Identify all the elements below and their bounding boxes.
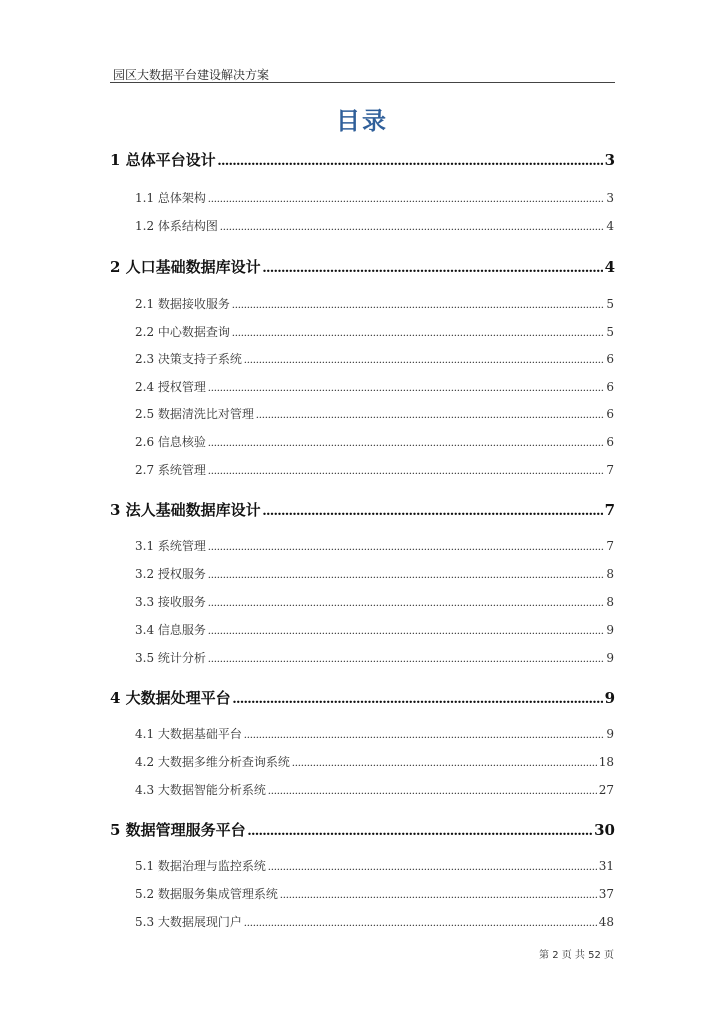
toc-section-entry[interactable] bbox=[135, 295, 614, 312]
toc-entry-page-number: 7 bbox=[606, 463, 614, 477]
toc-entry-page-number: 8 bbox=[606, 567, 614, 581]
toc-dot-leader bbox=[208, 191, 604, 206]
toc-entry-label: 5.1 数据治理与监控系统 bbox=[135, 859, 266, 873]
toc-entry-label: 4 大数据处理平台 bbox=[110, 689, 231, 707]
toc-dot-leader bbox=[232, 325, 604, 340]
toc-entry-label: 5.3 大数据展现门户 bbox=[135, 915, 242, 929]
toc-dot-leader bbox=[280, 887, 597, 902]
toc-section-entry[interactable] bbox=[135, 725, 614, 742]
toc-entry-page-number: 18 bbox=[598, 755, 614, 769]
toc-entry-page-number: 6 bbox=[606, 352, 614, 366]
toc-section-entry[interactable] bbox=[135, 350, 614, 367]
toc-section-entry[interactable] bbox=[135, 405, 614, 422]
toc-section-entry[interactable] bbox=[135, 913, 614, 930]
toc-entry-label: 5.2 数据服务集成管理系统 bbox=[135, 887, 278, 901]
toc-section-entry[interactable] bbox=[135, 461, 614, 478]
toc-entry-label: 3.3 接收服务 bbox=[135, 595, 206, 609]
toc-dot-leader bbox=[233, 691, 603, 708]
toc-dot-leader bbox=[268, 783, 597, 798]
toc-entry-page-number: 9 bbox=[606, 623, 614, 637]
document-header-title: 园区大数据平台建设解决方案 bbox=[113, 68, 270, 82]
toc-dot-leader bbox=[208, 567, 604, 582]
toc-entry-page-number: 5 bbox=[606, 297, 614, 311]
toc-dot-leader bbox=[218, 153, 603, 170]
toc-entry-page-number: 7 bbox=[604, 501, 615, 519]
toc-dot-leader bbox=[244, 352, 604, 367]
toc-entry-page-number: 5 bbox=[606, 325, 614, 339]
toc-entry-label: 3.5 统计分析 bbox=[135, 651, 206, 665]
toc-dot-leader bbox=[248, 823, 592, 840]
toc-dot-leader bbox=[208, 539, 604, 554]
toc-entry-page-number: 48 bbox=[598, 915, 614, 929]
toc-entry-label: 1.1 总体架构 bbox=[135, 191, 206, 205]
toc-dot-leader bbox=[263, 260, 603, 277]
toc-dot-leader bbox=[292, 755, 597, 770]
toc-section-entry[interactable] bbox=[135, 621, 614, 638]
toc-entry-page-number: 4 bbox=[604, 258, 615, 276]
toc-dot-leader bbox=[208, 623, 604, 638]
toc-section-entry[interactable] bbox=[135, 885, 614, 902]
toc-section-entry[interactable] bbox=[135, 649, 614, 666]
toc-chapter-entry[interactable] bbox=[110, 256, 615, 277]
toc-entry-page-number: 3 bbox=[604, 151, 615, 169]
toc-chapter-entry[interactable] bbox=[110, 149, 615, 170]
toc-entry-label: 3 法人基础数据库设计 bbox=[110, 501, 261, 519]
toc-entry-page-number: 7 bbox=[606, 539, 614, 553]
toc-chapter-entry[interactable] bbox=[110, 819, 615, 840]
toc-entry-label: 4.1 大数据基础平台 bbox=[135, 727, 242, 741]
toc-dot-leader bbox=[244, 727, 604, 742]
toc-section-entry[interactable] bbox=[135, 378, 614, 395]
toc-dot-leader bbox=[244, 915, 597, 930]
toc-entry-label: 1.2 体系结构图 bbox=[135, 219, 218, 233]
toc-entry-page-number: 6 bbox=[606, 407, 614, 421]
toc-entry-label: 2.2 中心数据查询 bbox=[135, 325, 230, 339]
toc-entry-page-number: 9 bbox=[606, 727, 614, 741]
toc-chapter-entry[interactable] bbox=[110, 687, 615, 708]
toc-section-entry[interactable] bbox=[135, 189, 614, 206]
toc-dot-leader bbox=[263, 503, 603, 520]
toc-section-entry[interactable] bbox=[135, 217, 614, 234]
toc-section-entry[interactable] bbox=[135, 433, 614, 450]
toc-entry-label: 4.3 大数据智能分析系统 bbox=[135, 783, 266, 797]
toc-dot-leader bbox=[208, 435, 604, 450]
toc-dot-leader bbox=[208, 595, 604, 610]
toc-entry-label: 2.4 授权管理 bbox=[135, 380, 206, 394]
toc-dot-leader bbox=[208, 380, 604, 395]
toc-entry-label: 3.4 信息服务 bbox=[135, 623, 206, 637]
toc-dot-leader bbox=[268, 859, 597, 874]
toc-entry-page-number: 6 bbox=[606, 435, 614, 449]
toc-dot-leader bbox=[208, 463, 604, 478]
toc-section-entry[interactable] bbox=[135, 753, 614, 770]
toc-section-entry[interactable] bbox=[135, 537, 614, 554]
toc-section-entry[interactable] bbox=[135, 781, 614, 798]
toc-entry-label: 5 数据管理服务平台 bbox=[110, 821, 246, 839]
toc-entry-page-number: 9 bbox=[606, 651, 614, 665]
toc-entry-page-number: 37 bbox=[598, 887, 614, 901]
page-footer: 第 2 页 共 52 页 bbox=[539, 950, 614, 961]
toc-entry-page-number: 27 bbox=[598, 783, 614, 797]
toc-entry-label: 3.2 授权服务 bbox=[135, 567, 206, 581]
toc-entry-page-number: 8 bbox=[606, 595, 614, 609]
toc-entry-label: 2.1 数据接收服务 bbox=[135, 297, 230, 311]
toc-entry-label: 4.2 大数据多维分析查询系统 bbox=[135, 755, 290, 769]
toc-entry-page-number: 30 bbox=[594, 821, 615, 839]
toc-dot-leader bbox=[208, 651, 604, 666]
toc-entry-label: 1 总体平台设计 bbox=[110, 151, 216, 169]
header-divider bbox=[110, 82, 615, 83]
toc-entry-page-number: 3 bbox=[606, 191, 614, 205]
toc-title: 目录 bbox=[336, 107, 388, 135]
toc-entry-label: 3.1 系统管理 bbox=[135, 539, 206, 553]
toc-entry-label: 2.6 信息核验 bbox=[135, 435, 206, 449]
toc-entry-page-number: 9 bbox=[604, 689, 615, 707]
toc-entry-page-number: 4 bbox=[606, 219, 614, 233]
toc-section-entry[interactable] bbox=[135, 565, 614, 582]
toc-entry-label: 2.5 数据清洗比对管理 bbox=[135, 407, 254, 421]
toc-dot-leader bbox=[232, 297, 604, 312]
toc-entry-page-number: 6 bbox=[606, 380, 614, 394]
toc-entry-label: 2.3 决策支持子系统 bbox=[135, 352, 242, 366]
toc-entry-label: 2 人口基础数据库设计 bbox=[110, 258, 261, 276]
toc-dot-leader bbox=[220, 219, 604, 234]
toc-section-entry[interactable] bbox=[135, 857, 614, 874]
toc-section-entry[interactable] bbox=[135, 323, 614, 340]
toc-entry-label: 2.7 系统管理 bbox=[135, 463, 206, 477]
toc-chapter-entry[interactable] bbox=[110, 499, 615, 520]
toc-section-entry[interactable] bbox=[135, 593, 614, 610]
toc-dot-leader bbox=[256, 407, 604, 422]
toc-entry-page-number: 31 bbox=[598, 859, 614, 873]
